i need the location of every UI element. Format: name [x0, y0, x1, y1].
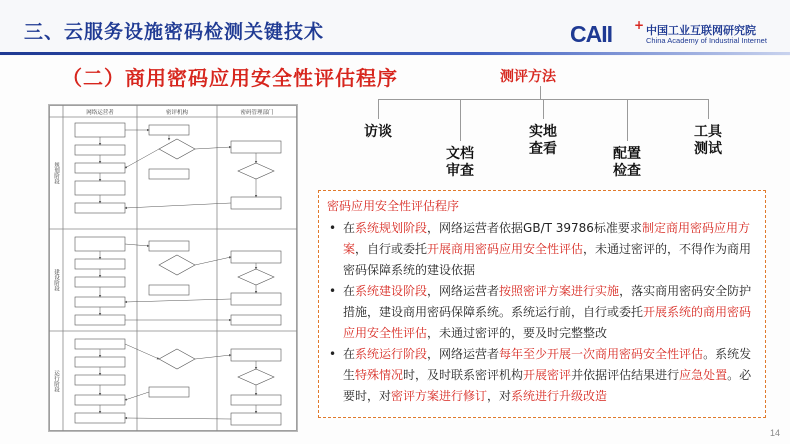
- logo: [570, 20, 776, 48]
- highlight-text: 制定商用密码应用方案: [343, 221, 750, 256]
- highlight-text: 系统规划阶段: [355, 221, 428, 235]
- bullet-dot-icon: •: [329, 221, 337, 235]
- method-site-inspection: [521, 124, 565, 158]
- process-bullet-building: [327, 281, 757, 344]
- col-header-operator: 网络运营者: [86, 110, 114, 116]
- section-title: （二）商用密码应用安全性评估程序: [62, 66, 398, 90]
- phase-label-running: 运行阶段: [53, 370, 59, 392]
- body-text: ，对: [487, 389, 512, 403]
- highlight-text: 开展系统的商用密码应用安全性评估: [343, 305, 752, 340]
- logo-en-name: China Academy of Industrial Internet: [646, 36, 767, 45]
- body-text: 并依据评估结果进行: [571, 368, 680, 382]
- body-text: ，未通过密评的，不得作为商用密码保障系统的建设依据: [343, 242, 752, 277]
- process-box: [318, 190, 766, 418]
- body-text: ，网络运营者: [427, 284, 500, 298]
- method-document-review-line2: 审查: [446, 163, 474, 179]
- flowchart-svg: [49, 105, 297, 431]
- method-config-check-line1: 配置: [613, 146, 641, 162]
- highlight-text: 系统建设阶段: [355, 284, 428, 298]
- body-text: ，自行或委托: [355, 242, 428, 256]
- col-header-authority: 密码管理部门: [240, 110, 274, 116]
- bullet-text-running: [343, 347, 751, 403]
- body-text: ，网络运营者依据GB/T 39786标准要求: [427, 221, 642, 235]
- flowchart-diagram: [48, 104, 298, 432]
- highlight-text: 开展商用密码应用安全性评估: [427, 242, 584, 256]
- body-text: 时，及时联系密评机构: [403, 368, 524, 382]
- body-text: ，网络运营者: [427, 347, 500, 361]
- method-site-inspection-line2: 查看: [529, 141, 557, 157]
- method-tool-testing: [686, 124, 730, 158]
- tree-branch-4: [627, 99, 628, 141]
- logo-cn-name: 中国工业互联网研究院: [646, 24, 756, 37]
- bullet-dot-icon: •: [329, 347, 337, 361]
- building-shapes: [75, 237, 281, 325]
- running-shapes: [75, 339, 281, 425]
- highlight-text: 每年至少开展一次商用密码安全性评估: [499, 347, 704, 361]
- phase-label-building: 建设阶段: [53, 269, 59, 291]
- page-number: 14: [769, 428, 780, 438]
- body-text: 在: [343, 284, 356, 298]
- body-text: 。必要时，对: [343, 368, 752, 403]
- tree-branch-2: [460, 99, 461, 141]
- process-bullet-planning: [327, 218, 757, 281]
- bullet-text-planning: [343, 221, 751, 277]
- title-rule: [0, 52, 790, 55]
- logo-mark-text: CAII: [570, 21, 612, 47]
- tree-branch-3: [543, 99, 544, 119]
- process-bullet-running: [327, 344, 757, 407]
- method-document-review: [438, 146, 482, 180]
- process-title: 密码应用安全性评估程序: [327, 199, 460, 213]
- body-text: ，未通过密评的，要及时完整整改: [427, 326, 608, 340]
- tree-branch-5: [708, 99, 709, 119]
- method-config-check: [605, 146, 649, 180]
- highlight-text: 特殊情况: [355, 368, 404, 382]
- body-text: 在: [343, 221, 356, 235]
- method-config-check-line2: 检查: [613, 163, 641, 179]
- tree-branch-1: [378, 99, 379, 119]
- methods-root-label: 测评方法: [500, 69, 556, 85]
- highlight-text: 系统进行升级改造: [511, 389, 608, 403]
- method-interview: [356, 124, 400, 141]
- method-document-review-line1: 文档: [446, 146, 474, 162]
- method-tool-testing-line1: 工具: [694, 124, 722, 140]
- body-text: 。系统发生: [343, 347, 752, 382]
- slide-title: 三、云服务设施密码检测关键技术: [24, 21, 325, 43]
- highlight-text: 密评方案进行修订: [391, 389, 488, 403]
- col-header-agency: 密评机构: [165, 110, 189, 116]
- method-tool-testing-line2: 测试: [694, 141, 722, 157]
- highlight-text: 开展密评: [523, 368, 572, 382]
- bullet-text-building: [343, 284, 751, 340]
- phase-label-planning: 规划阶段: [53, 162, 59, 184]
- highlight-text: 系统运行阶段: [355, 347, 428, 361]
- body-text: ，落实商用密码安全防护措施，建设商用密码保障系统。系统运行前，自行或委托: [343, 284, 752, 319]
- highlight-text: 应急处置: [679, 368, 728, 382]
- body-text: 在: [343, 347, 356, 361]
- bullet-dot-icon: •: [329, 284, 337, 298]
- method-site-inspection-line1: 实地: [529, 124, 557, 140]
- logo-mark: [570, 20, 612, 48]
- method-interview-line1: 访谈: [364, 124, 392, 140]
- logo-plus-icon: +: [634, 18, 645, 32]
- highlight-text: 按照密评方案进行实施: [499, 284, 620, 298]
- planning-shapes: [75, 123, 281, 213]
- tree-stem: [540, 86, 541, 99]
